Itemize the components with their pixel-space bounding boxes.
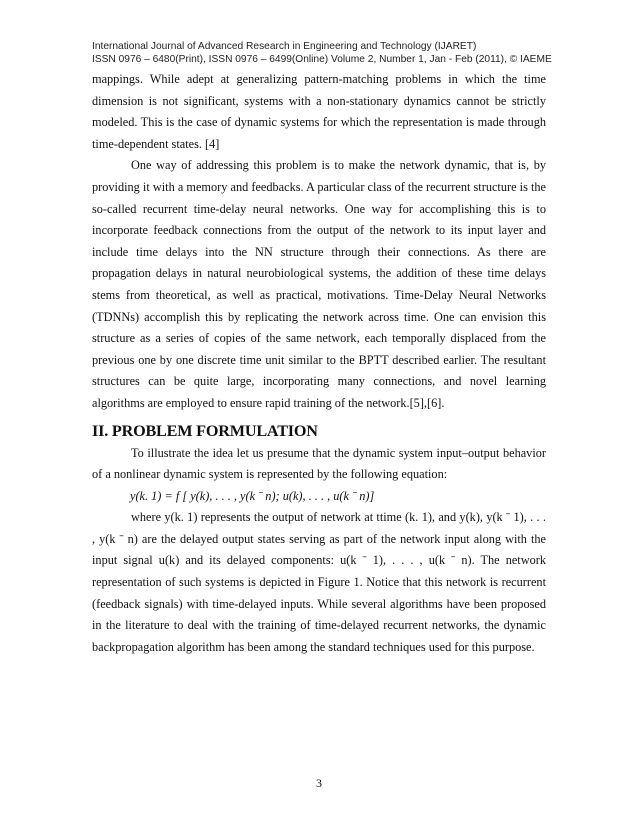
section-heading: II. PROBLEM FORMULATION [92,421,318,440]
paragraph-mappings: mappings. While adept at generalizing pattern-matching problems in which the time dimension is not significant, systems with a non-stationary dynamics cannot be strictly modeled. This is the case of dynamic systems for which the representation is made through time-dependent states. [4] [92,72,546,151]
paragraph-illustrate: To illustrate the idea let us presume that the dynamic system input–output behavior of a nonlinear dynamic system is represented by the following equation: [92,445,546,482]
paragraph-where: where y(k. 1) represents the output of network at ttime (k. 1), and y(k), y(k ˉ 1), . . . , y(k ˉ n) are the delayed output states serving as part of the network input along with the input signal u(k) and its delayed components: u(k ˉ 1), . . . , u(k ˉ n). The network representation of such systems is depicted in Figure 1. Notice that this network is recurrent (feedback signals) with time-delayed inputs. While several algorithms have been proposed in the literature to deal with the training of time-delayed recurrent networks, the dynamic backpropagation algorithm has been among the standard techniques used for this purpose. [92,510,546,654]
journal-title-line: International Journal of Advanced Research in Engineering and Technology (IJARET) [92,41,477,52]
page-body [92,69,546,658]
equation: y(k. 1) = f [ y(k), . . . , y(k ˉ n); u(k), . . . , u(k ˉ n)] [130,488,375,503]
journal-issn-line: ISSN 0976 – 6480(Print), ISSN 0976 – 6499(Online) Volume 2, Number 1, Jan - Feb (2011), © IAEME [92,54,552,65]
journal-header [92,40,562,66]
page-number: 3 [316,776,322,790]
paragraph-network-dynamic: One way of addressing this problem is to make the network dynamic, that is, by providing it with a memory and feedbacks. A particular class of the recurrent structure is the so-called recurrent time-delay neural networks. One way for accomplishing this is to incorporate feedback connections from the output of the network to its input layer and include time delays into the NN structure through their connections. As there are propagation delays in natural neurobiological systems, the addition of these time delays stems from theoretical, as well as practical, motivations. Time-Delay Neural Networks (TDNNs) accomplish this by replicating the network across time. One can envision this structure as a series of copies of the same network, each temporally displaced from the previous one by one discrete time unit similar to the BPTT described earlier. The resultant structures can be quite large, incorporating many connections, and novel learning algorithms are employed to ensure rapid training of the network.[5],[6]. [92,158,546,410]
